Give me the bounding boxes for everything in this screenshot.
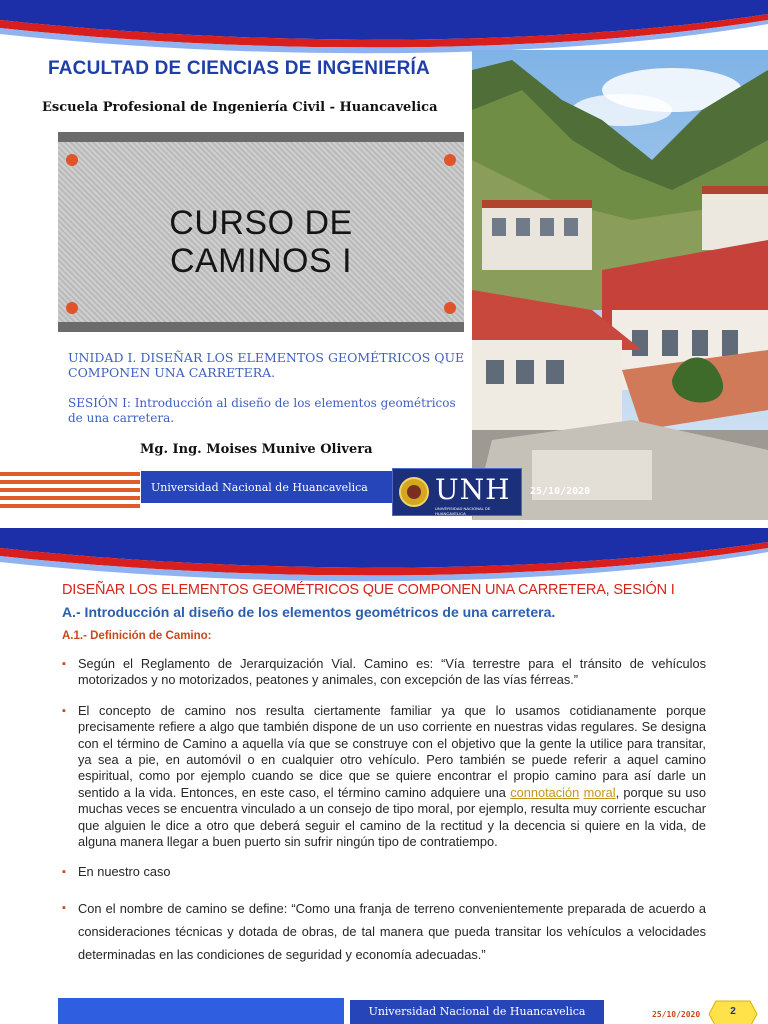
school-name: Escuela Profesional de Ingeniería Civil - Huancavelica bbox=[42, 100, 438, 115]
university-banner: Universidad Nacional de Huancavelica bbox=[140, 470, 396, 504]
author-name: Mg. Ing. Moises Munive Olivera bbox=[140, 442, 373, 457]
course-title-line-1: CURSO DE bbox=[169, 204, 353, 242]
university-seal-icon bbox=[399, 477, 429, 507]
course-title bbox=[58, 204, 464, 280]
faculty-title: FACULTAD DE CIENCIAS DE INGENIERÍA bbox=[48, 58, 430, 79]
moral-link[interactable]: moral bbox=[583, 784, 616, 800]
decorative-dot bbox=[66, 154, 78, 166]
course-title-box bbox=[58, 132, 464, 332]
connotacion-link[interactable]: connotación bbox=[510, 784, 580, 800]
decorative-dot bbox=[444, 154, 456, 166]
bullet-text: Con el nombre de camino se define: “Como una franja de terreno convenientemente preparada de acuerdo a consideraciones técnicas y dotada de obras, de tal manera que pueda transitar los vehículos a velocidades determinadas en las condiciones de seguridad y economía adecuadas.” bbox=[78, 900, 706, 962]
bullet-icon: ▪ bbox=[62, 901, 66, 914]
decorative-dot bbox=[66, 302, 78, 314]
bullet-icon: ▪ bbox=[62, 866, 66, 879]
list-item bbox=[62, 656, 706, 689]
section-heading: A.- Introducción al diseño de los elementos geométricos de una carretera. bbox=[62, 604, 556, 620]
slide-date: 25/10/2020 bbox=[530, 486, 591, 497]
university-footer: Universidad Nacional de Huancavelica bbox=[350, 1000, 604, 1024]
unh-logo-subtext: UNIVERSIDAD NACIONAL DE HUANCAVELICA bbox=[435, 506, 491, 516]
page-number: 2 bbox=[730, 1006, 736, 1017]
slide-date: 25/10/2020 bbox=[652, 1010, 701, 1019]
footer-stripes bbox=[0, 472, 140, 508]
section-subheading: A.1.- Definición de Camino: bbox=[62, 630, 212, 642]
unh-logo bbox=[392, 468, 522, 516]
course-box-top-bar bbox=[58, 132, 464, 142]
list-item bbox=[62, 864, 706, 880]
bullet-text-part-2: , porque su uso muchas veces se encuentra vinculado a un consejo de tipo moral, por ejemplo, resulta muy corriente escuchar que alguien le dice a otro que deberá seguir el camino de la rectitud y la decencia si quiere en la vida, de alguna manera llegar a buen puerto sin sufrir ningún tipo de contratiempo. bbox=[78, 784, 707, 850]
session-title: SESIÓN I: Introducción al diseño de los elementos geométricos de una carretera. bbox=[68, 396, 456, 425]
unit-title: UNIDAD I. DISEÑAR LOS ELEMENTOS GEOMÉTRICOS QUE COMPONEN UNA CARRETERA. bbox=[68, 350, 465, 380]
course-title-line-2: CAMINOS I bbox=[169, 242, 353, 280]
bullet-text: En nuestro caso bbox=[78, 864, 171, 880]
unh-logo-text: UNH bbox=[435, 473, 511, 506]
bullet-list bbox=[62, 656, 706, 966]
slide-gap bbox=[0, 520, 768, 528]
campus-photo bbox=[472, 50, 768, 520]
list-item bbox=[62, 703, 706, 851]
bullet-text-part-1: El concepto de camino nos resulta ciertamente familiar ya que lo usamos cotidianamente porque precisamente refiere a algo que también dispone de un uso corriente en nuestras vidas regulares. Se designa con el término de Camino a aquella vía que se construye con el objetivo que la gente la utilice para transitar, ya sea a pie, en automóvil o en cualquier otro vehículo. Pero también se puede referir a aquel camino espiritual, como por ejemplo cuando se dice que se quiere encontrar el propio camino para así darle un sentido a la vida. Entonces, en este caso, el término camino adquiere una bbox=[78, 702, 706, 800]
decorative-dot bbox=[444, 302, 456, 314]
list-item bbox=[62, 897, 706, 966]
content-slide bbox=[0, 528, 768, 1024]
bullet-icon: ▪ bbox=[62, 658, 66, 670]
footer-bar bbox=[58, 998, 344, 1024]
bullet-icon: ▪ bbox=[62, 704, 66, 717]
course-box-bottom-bar bbox=[58, 322, 464, 332]
bullet-text: Según el Reglamento de Jerarquización Vial. Camino es: “Vía terrestre para el tránsito de vehículos motorizados y no motorizados, peatones y animales, con excepción de las vías férreas.” bbox=[78, 656, 706, 688]
slide-title: DISEÑAR LOS ELEMENTOS GEOMÉTRICOS QUE COMPONEN UNA CARRETERA, SESIÓN I bbox=[62, 582, 675, 598]
header-swoosh bbox=[0, 528, 768, 590]
